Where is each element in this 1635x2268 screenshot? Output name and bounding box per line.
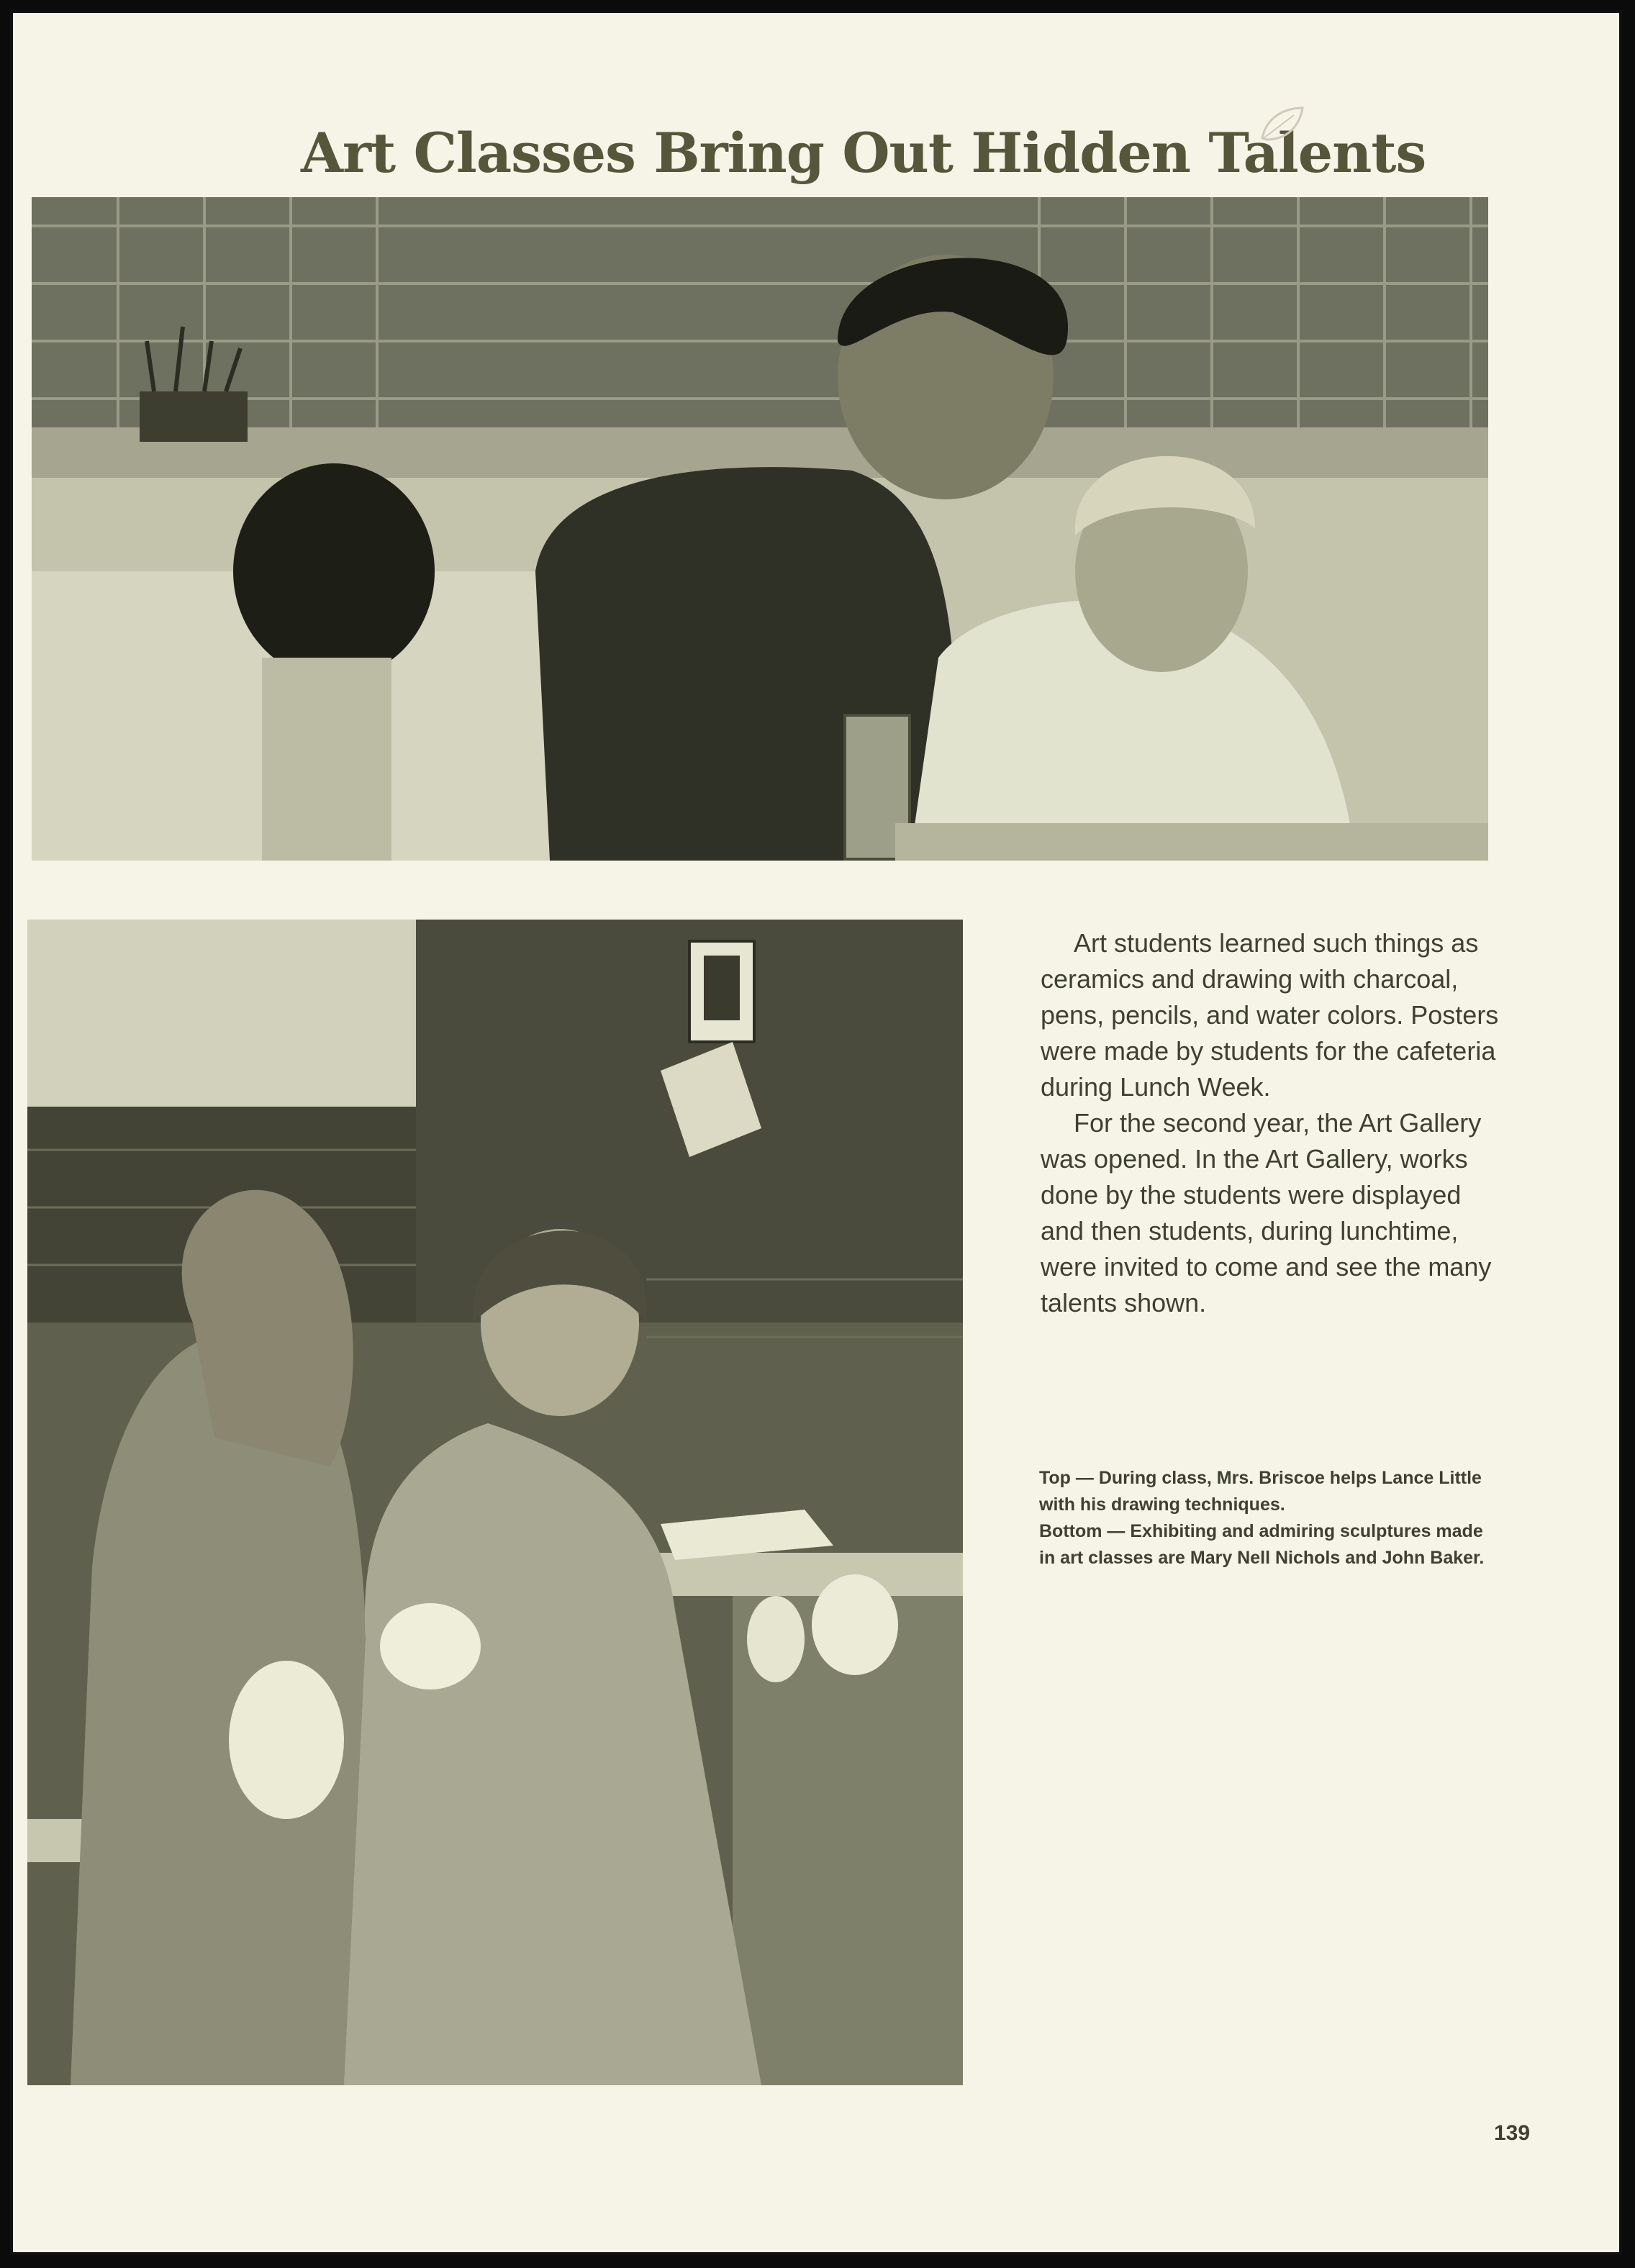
photo-students-with-sculptures bbox=[27, 920, 963, 2085]
caption-top: Top — During class, Mrs. Briscoe helps Lance Little with his drawing techniques. bbox=[1039, 1468, 1482, 1515]
caption-bottom: Bottom — Exhibiting and admiring sculptures made in art classes are Mary Nell Nichols and John Baker. bbox=[1039, 1521, 1485, 1568]
page-number: 139 bbox=[1494, 2121, 1531, 2145]
photo-art-class-teacher-helping bbox=[32, 197, 1488, 861]
yearbook-page bbox=[10, 10, 1622, 2255]
body-text bbox=[1041, 925, 1501, 1321]
page-title: Art Classes Bring Out Hidden Talents bbox=[301, 121, 1426, 185]
body-paragraph: Art students learned such things as ceramics and drawing with charcoal, pens, pencils, and water colors. Posters were made by students for the cafeteria during Lunch Week. bbox=[1041, 928, 1499, 1102]
leaf-icon bbox=[1256, 104, 1307, 147]
photo-captions bbox=[1039, 1465, 1500, 1571]
body-paragraph: For the second year, the Art Gallery was opened. In the Art Gallery, works done by the students were displayed and then students, during lunchtime, were invited to come and see the many talents shown. bbox=[1041, 1108, 1492, 1317]
